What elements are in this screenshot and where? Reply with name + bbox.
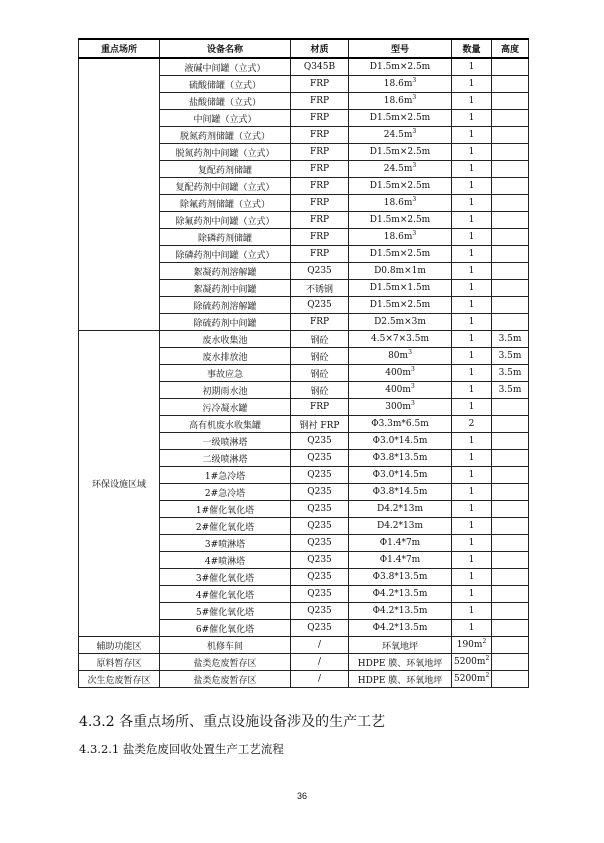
model-cell: $300m^3$ — [349, 399, 452, 416]
equipment-name-cell: 6#催化氧化塔 — [160, 620, 291, 637]
equipment-name-cell: 除硫药剂中间罐 — [160, 314, 291, 331]
equipment-name-cell: 除氟药剂储罐（立式） — [160, 195, 291, 212]
equipment-name-cell: 液碱中间罐（立式） — [160, 58, 291, 76]
quantity-cell: 1 — [452, 535, 492, 552]
quantity-cell: 1 — [452, 263, 492, 280]
model-cell: Φ3.8*13.5m — [349, 450, 452, 467]
height-cell — [492, 110, 529, 127]
material-cell: FRP — [291, 314, 349, 331]
material-cell: FRP — [291, 144, 349, 161]
material-cell: / — [291, 654, 349, 671]
area-cell: 辅助功能区 — [79, 637, 160, 654]
material-cell: 钢砼 — [291, 365, 349, 382]
quantity-cell: $5200m^2$ — [452, 671, 492, 688]
height-cell — [492, 161, 529, 178]
equipment-name-cell: 盐酸储罐（立式） — [160, 93, 291, 110]
model-cell: HDPE 膜、环氧地坪 — [349, 654, 452, 671]
model-cell: D1.5m×2.5m — [349, 144, 452, 161]
quantity-cell: 1 — [452, 467, 492, 484]
equipment-name-cell: 盐类危废暂存区 — [160, 654, 291, 671]
height-cell — [492, 263, 529, 280]
height-cell — [492, 58, 529, 76]
quantity-cell: 1 — [452, 212, 492, 229]
height-cell: 3.5m — [492, 331, 529, 348]
equipment-name-cell: 一级喷淋塔 — [160, 433, 291, 450]
header-area: 重点场所 — [79, 39, 160, 58]
model-cell: $18.6m^3$ — [349, 76, 452, 93]
quantity-cell: 1 — [452, 58, 492, 76]
quantity-cell: 1 — [452, 586, 492, 603]
material-cell: FRP — [291, 178, 349, 195]
material-cell: Q235 — [291, 620, 349, 637]
material-cell: FRP — [291, 246, 349, 263]
model-cell: Φ1.4*7m — [349, 552, 452, 569]
quantity-cell: 1 — [452, 76, 492, 93]
height-cell: 3.5m — [492, 365, 529, 382]
area-cell-environmental: 环保设施区域 — [79, 331, 160, 637]
model-cell: Φ3.0*14.5m — [349, 467, 452, 484]
quantity-cell: 1 — [452, 433, 492, 450]
material-cell: Q235 — [291, 569, 349, 586]
equipment-name-cell: 初期雨水池 — [160, 382, 291, 399]
model-cell: D4.2*13m — [349, 501, 452, 518]
equipment-name-cell: 2#急冷塔 — [160, 484, 291, 501]
model-cell: D0.8m×1m — [349, 263, 452, 280]
material-cell: Q235 — [291, 552, 349, 569]
equipment-name-cell: 除磷药剂储罐 — [160, 229, 291, 246]
model-cell: Φ4.2*13.5m — [349, 620, 452, 637]
material-cell: Q235 — [291, 450, 349, 467]
header-model: 型号 — [349, 39, 452, 58]
height-cell — [492, 637, 529, 654]
model-cell: $18.6m^3$ — [349, 229, 452, 246]
equipment-name-cell: 高有机废水收集罐 — [160, 416, 291, 433]
header-height: 高度 — [492, 39, 529, 58]
material-cell: / — [291, 637, 349, 654]
material-cell: 钢衬 FRP — [291, 416, 349, 433]
subsection-heading: 4.3.2.1 盐类危废回收处置生产工艺流程 — [79, 742, 284, 756]
equipment-name-cell: 盐类危废暂存区 — [160, 671, 291, 688]
quantity-cell: 1 — [452, 365, 492, 382]
quantity-cell: 1 — [452, 348, 492, 365]
equipment-name-cell: 除磷药剂中间罐（立式） — [160, 246, 291, 263]
material-cell: FRP — [291, 229, 349, 246]
material-cell: 钢砼 — [291, 382, 349, 399]
material-cell: FRP — [291, 212, 349, 229]
quantity-cell: 1 — [452, 552, 492, 569]
height-cell — [492, 450, 529, 467]
quantity-cell: 1 — [452, 484, 492, 501]
quantity-cell: 2 — [452, 416, 492, 433]
height-cell — [492, 518, 529, 535]
height-cell — [492, 603, 529, 620]
equipment-name-cell: 除氟药剂中间罐（立式） — [160, 212, 291, 229]
equipment-name-cell: 复配药剂储罐 — [160, 161, 291, 178]
material-cell: Q235 — [291, 433, 349, 450]
model-cell: D1.5m×1.5m — [349, 280, 452, 297]
height-cell — [492, 297, 529, 314]
model-cell: D1.5m×2.5m — [349, 246, 452, 263]
model-cell: $80m^3$ — [349, 348, 452, 365]
height-cell: 3.5m — [492, 382, 529, 399]
material-cell: Q235 — [291, 467, 349, 484]
page-number: 36 — [296, 791, 307, 801]
material-cell: Q235 — [291, 518, 349, 535]
quantity-cell: 1 — [452, 161, 492, 178]
equipment-name-cell: 5#催化氧化塔 — [160, 603, 291, 620]
material-cell: Q235 — [291, 603, 349, 620]
table-row — [79, 637, 529, 654]
quantity-cell: 1 — [452, 450, 492, 467]
model-cell: Φ4.2*13.5m — [349, 586, 452, 603]
model-cell: D1.5m×2.5m — [349, 178, 452, 195]
height-cell — [492, 671, 529, 688]
height-cell — [492, 467, 529, 484]
equipment-name-cell: 硫酸储罐（立式） — [160, 76, 291, 93]
material-cell: Q235 — [291, 484, 349, 501]
model-cell: $400m^3$ — [349, 365, 452, 382]
material-cell: Q235 — [291, 501, 349, 518]
model-cell: Φ3.8*14.5m — [349, 484, 452, 501]
material-cell: FRP — [291, 76, 349, 93]
model-cell: 环氧地坪 — [349, 637, 452, 654]
model-cell: HDPE 膜、环氧地坪 — [349, 671, 452, 688]
height-cell — [492, 654, 529, 671]
equipment-name-cell: 机修车间 — [160, 637, 291, 654]
equipment-name-cell: 污冷凝水罐 — [160, 399, 291, 416]
material-cell: 不锈钢 — [291, 280, 349, 297]
model-cell: Φ1.4*7m — [349, 535, 452, 552]
quantity-cell: 1 — [452, 620, 492, 637]
equipment-name-cell: 中间罐（立式） — [160, 110, 291, 127]
height-cell — [492, 433, 529, 450]
model-cell: $24.5m^3$ — [349, 161, 452, 178]
header-quantity: 数量 — [452, 39, 492, 58]
material-cell: FRP — [291, 110, 349, 127]
material-cell: FRP — [291, 399, 349, 416]
height-cell — [492, 246, 529, 263]
model-cell: D1.5m×2.5m — [349, 110, 452, 127]
quantity-cell: 1 — [452, 603, 492, 620]
quantity-cell: 1 — [452, 229, 492, 246]
material-cell: Q345B — [291, 58, 349, 76]
height-cell — [492, 144, 529, 161]
equipment-name-cell: 1#催化氧化塔 — [160, 501, 291, 518]
equipment-name-cell: 4#喷淋塔 — [160, 552, 291, 569]
height-cell — [492, 229, 529, 246]
table-row — [79, 671, 529, 688]
model-cell: D1.5m×2.5m — [349, 212, 452, 229]
model-cell: D1.5m×2.5m — [349, 58, 452, 76]
height-cell — [492, 535, 529, 552]
equipment-name-cell: 复配药剂中间罐（立式） — [160, 178, 291, 195]
height-cell — [492, 416, 529, 433]
equipment-name-cell: 事故应急 — [160, 365, 291, 382]
equipment-name-cell: 二级喷淋塔 — [160, 450, 291, 467]
material-cell: Q235 — [291, 297, 349, 314]
model-cell: Φ3.8*13.5m — [349, 569, 452, 586]
area-cell: 次生危废暂存区 — [79, 671, 160, 688]
material-cell: FRP — [291, 161, 349, 178]
height-cell — [492, 314, 529, 331]
quantity-cell: 1 — [452, 195, 492, 212]
height-cell — [492, 93, 529, 110]
model-cell: D2.5m×3m — [349, 314, 452, 331]
equipment-name-cell: 除硫药剂溶解罐 — [160, 297, 291, 314]
quantity-cell: 1 — [452, 518, 492, 535]
equipment-name-cell: 废水排放池 — [160, 348, 291, 365]
model-cell: Φ3.3m*6.5m — [349, 416, 452, 433]
material-cell: FRP — [291, 93, 349, 110]
quantity-cell: 1 — [452, 110, 492, 127]
table-body — [79, 58, 529, 688]
table-row — [79, 331, 529, 348]
material-cell: 钢砼 — [291, 348, 349, 365]
quantity-cell: 1 — [452, 144, 492, 161]
quantity-cell: $5200m^2$ — [452, 654, 492, 671]
model-cell: $18.6m^3$ — [349, 195, 452, 212]
quantity-cell: 1 — [452, 314, 492, 331]
height-cell — [492, 76, 529, 93]
height-cell — [492, 127, 529, 144]
header-material: 材质 — [291, 39, 349, 58]
model-cell: 4.5×7×3.5m — [349, 331, 452, 348]
height-cell — [492, 178, 529, 195]
quantity-cell: 1 — [452, 280, 492, 297]
equipment-name-cell: 2#催化氧化塔 — [160, 518, 291, 535]
quantity-cell: $190m^2$ — [452, 637, 492, 654]
header-equipment-name: 设备名称 — [160, 39, 291, 58]
quantity-cell: 1 — [452, 331, 492, 348]
model-cell: Φ3.0*14.5m — [349, 433, 452, 450]
model-cell: $18.6m^3$ — [349, 93, 452, 110]
quantity-cell: 1 — [452, 399, 492, 416]
material-cell: Q235 — [291, 263, 349, 280]
table-row — [79, 58, 529, 76]
height-cell — [492, 280, 529, 297]
equipment-name-cell: 4#催化氧化塔 — [160, 586, 291, 603]
height-cell — [492, 501, 529, 518]
material-cell: FRP — [291, 127, 349, 144]
equipment-name-cell: 絮凝药剂溶解罐 — [160, 263, 291, 280]
area-cell-blank — [79, 58, 160, 331]
height-cell — [492, 569, 529, 586]
quantity-cell: 1 — [452, 178, 492, 195]
equipment-name-cell: 1#急冷塔 — [160, 467, 291, 484]
quantity-cell: 1 — [452, 246, 492, 263]
equipment-name-cell: 絮凝药剂中间罐 — [160, 280, 291, 297]
equipment-table — [78, 38, 529, 688]
quantity-cell: 1 — [452, 382, 492, 399]
height-cell — [492, 620, 529, 637]
height-cell — [492, 399, 529, 416]
model-cell: D1.5m×2.5m — [349, 297, 452, 314]
height-cell — [492, 195, 529, 212]
area-cell: 原料暂存区 — [79, 654, 160, 671]
table-row — [79, 654, 529, 671]
equipment-name-cell: 3#催化氧化塔 — [160, 569, 291, 586]
material-cell: FRP — [291, 195, 349, 212]
section-heading: 4.3.2 各重点场所、重点设施设备涉及的生产工艺 — [79, 714, 386, 730]
model-cell: $24.5m^3$ — [349, 127, 452, 144]
quantity-cell: 1 — [452, 127, 492, 144]
equipment-name-cell: 脱氮药剂储罐（立式） — [160, 127, 291, 144]
height-cell — [492, 484, 529, 501]
model-cell: $400m^3$ — [349, 382, 452, 399]
quantity-cell: 1 — [452, 501, 492, 518]
material-cell: / — [291, 671, 349, 688]
material-cell: 钢砼 — [291, 331, 349, 348]
material-cell: Q235 — [291, 535, 349, 552]
equipment-name-cell: 废水收集池 — [160, 331, 291, 348]
quantity-cell: 1 — [452, 93, 492, 110]
height-cell: 3.5m — [492, 348, 529, 365]
height-cell — [492, 212, 529, 229]
model-cell: D4.2*13m — [349, 518, 452, 535]
table-header-row — [79, 39, 529, 58]
equipment-name-cell: 脱氮药剂中间罐（立式） — [160, 144, 291, 161]
equipment-name-cell: 3#喷淋塔 — [160, 535, 291, 552]
height-cell — [492, 552, 529, 569]
quantity-cell: 1 — [452, 569, 492, 586]
quantity-cell: 1 — [452, 297, 492, 314]
material-cell: Q235 — [291, 586, 349, 603]
model-cell: Φ4.2*13.5m — [349, 603, 452, 620]
height-cell — [492, 586, 529, 603]
